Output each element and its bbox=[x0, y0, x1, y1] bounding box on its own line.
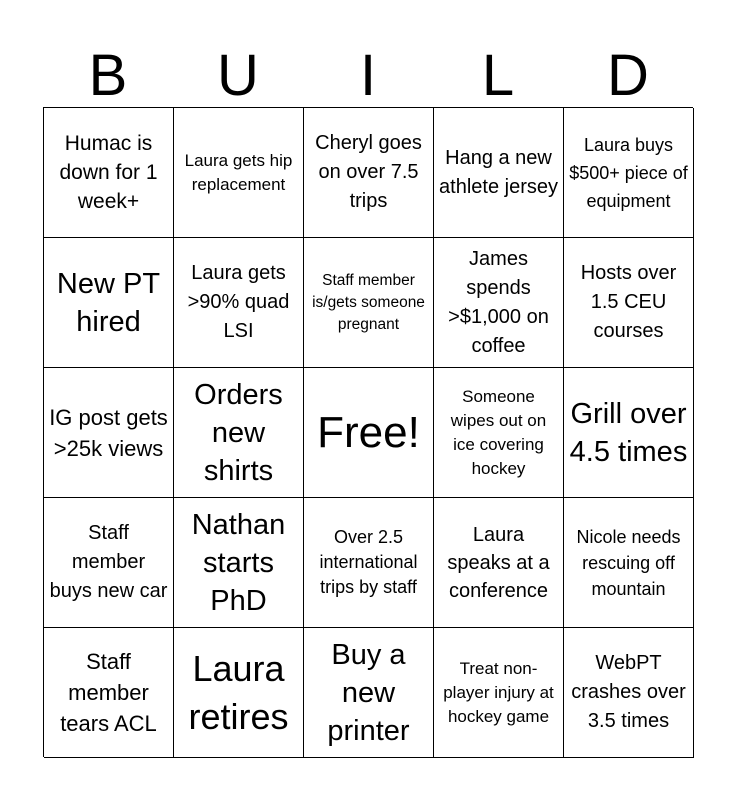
bingo-cell-label: Treat non-player injury at hockey game bbox=[443, 658, 554, 726]
bingo-cell-label: Hang a new athlete jersey bbox=[439, 146, 558, 198]
header-letter-u: U bbox=[217, 43, 259, 108]
bingo-cell[interactable] bbox=[564, 628, 694, 758]
header-letter-l: L bbox=[481, 43, 515, 108]
bingo-cell[interactable] bbox=[434, 238, 564, 368]
bingo-cell-label: Laura gets >90% quad LSI bbox=[187, 262, 290, 342]
header-letter-i: I bbox=[359, 43, 377, 108]
bingo-cell[interactable] bbox=[434, 368, 564, 498]
bingo-cell-label: Staff member buys new car bbox=[49, 522, 168, 602]
bingo-cell[interactable] bbox=[44, 238, 174, 368]
bingo-cell[interactable] bbox=[434, 108, 564, 238]
bingo-cell[interactable] bbox=[304, 238, 434, 368]
bingo-cell-label: Orders new shirts bbox=[194, 378, 283, 487]
bingo-cell[interactable] bbox=[304, 108, 434, 238]
bingo-cell[interactable] bbox=[304, 498, 434, 628]
bingo-cell-label: Humac is down for 1 week+ bbox=[59, 132, 158, 213]
bingo-cell[interactable] bbox=[44, 368, 174, 498]
bingo-cell-label: Staff member tears ACL bbox=[60, 649, 157, 736]
bingo-cell[interactable] bbox=[564, 368, 694, 498]
bingo-cell-label: New PT hired bbox=[56, 267, 161, 338]
bingo-cell-label: Nicole needs rescuing off mountain bbox=[576, 526, 681, 599]
bingo-cell[interactable] bbox=[44, 628, 174, 758]
bingo-header bbox=[43, 43, 693, 108]
bingo-cell[interactable] bbox=[174, 108, 304, 238]
bingo-cell[interactable] bbox=[564, 108, 694, 238]
bingo-cell-label: Laura speaks at a conference bbox=[447, 523, 550, 602]
bingo-cell[interactable] bbox=[174, 368, 304, 498]
bingo-cell-free[interactable] bbox=[304, 368, 434, 498]
bingo-cell-label: Laura retires bbox=[188, 647, 289, 737]
bingo-cell[interactable] bbox=[564, 498, 694, 628]
bingo-cell-label: Laura buys $500+ piece of equipment bbox=[569, 134, 688, 211]
bingo-cell[interactable] bbox=[304, 628, 434, 758]
bingo-cell-label: Laura gets hip replacement bbox=[184, 150, 293, 194]
bingo-cell[interactable] bbox=[434, 498, 564, 628]
bingo-cell-label: Nathan starts PhD bbox=[191, 508, 286, 617]
bingo-cell-label: Someone wipes out on ice covering hockey bbox=[450, 386, 547, 478]
bingo-cell-label: Over 2.5 international trips by staff bbox=[319, 527, 418, 597]
bingo-cell[interactable] bbox=[44, 498, 174, 628]
bingo-cell-label: Cheryl goes on over 7.5 trips bbox=[315, 132, 422, 212]
free-space-label: Free! bbox=[317, 407, 420, 457]
bingo-cell-label: WebPT crashes over 3.5 times bbox=[571, 652, 686, 732]
bingo-cell[interactable] bbox=[174, 238, 304, 368]
bingo-board bbox=[43, 107, 693, 757]
bingo-cell[interactable] bbox=[44, 108, 174, 238]
bingo-cell-label: Buy a new printer bbox=[327, 638, 410, 747]
bingo-cell-label: James spends >$1,000 on coffee bbox=[448, 247, 549, 357]
bingo-cell-label: IG post gets >25k views bbox=[49, 404, 168, 461]
bingo-cell-label: Staff member is/gets someone pregnant bbox=[312, 271, 425, 333]
bingo-cell[interactable] bbox=[564, 238, 694, 368]
bingo-cell[interactable] bbox=[174, 628, 304, 758]
bingo-cell[interactable] bbox=[174, 498, 304, 628]
header-letter-b: B bbox=[88, 43, 128, 108]
bingo-cell-label: Hosts over 1.5 CEU courses bbox=[580, 262, 677, 342]
header-letter-d: D bbox=[607, 43, 649, 108]
bingo-cell-label: Grill over 4.5 times bbox=[569, 397, 688, 468]
bingo-cell[interactable] bbox=[434, 628, 564, 758]
